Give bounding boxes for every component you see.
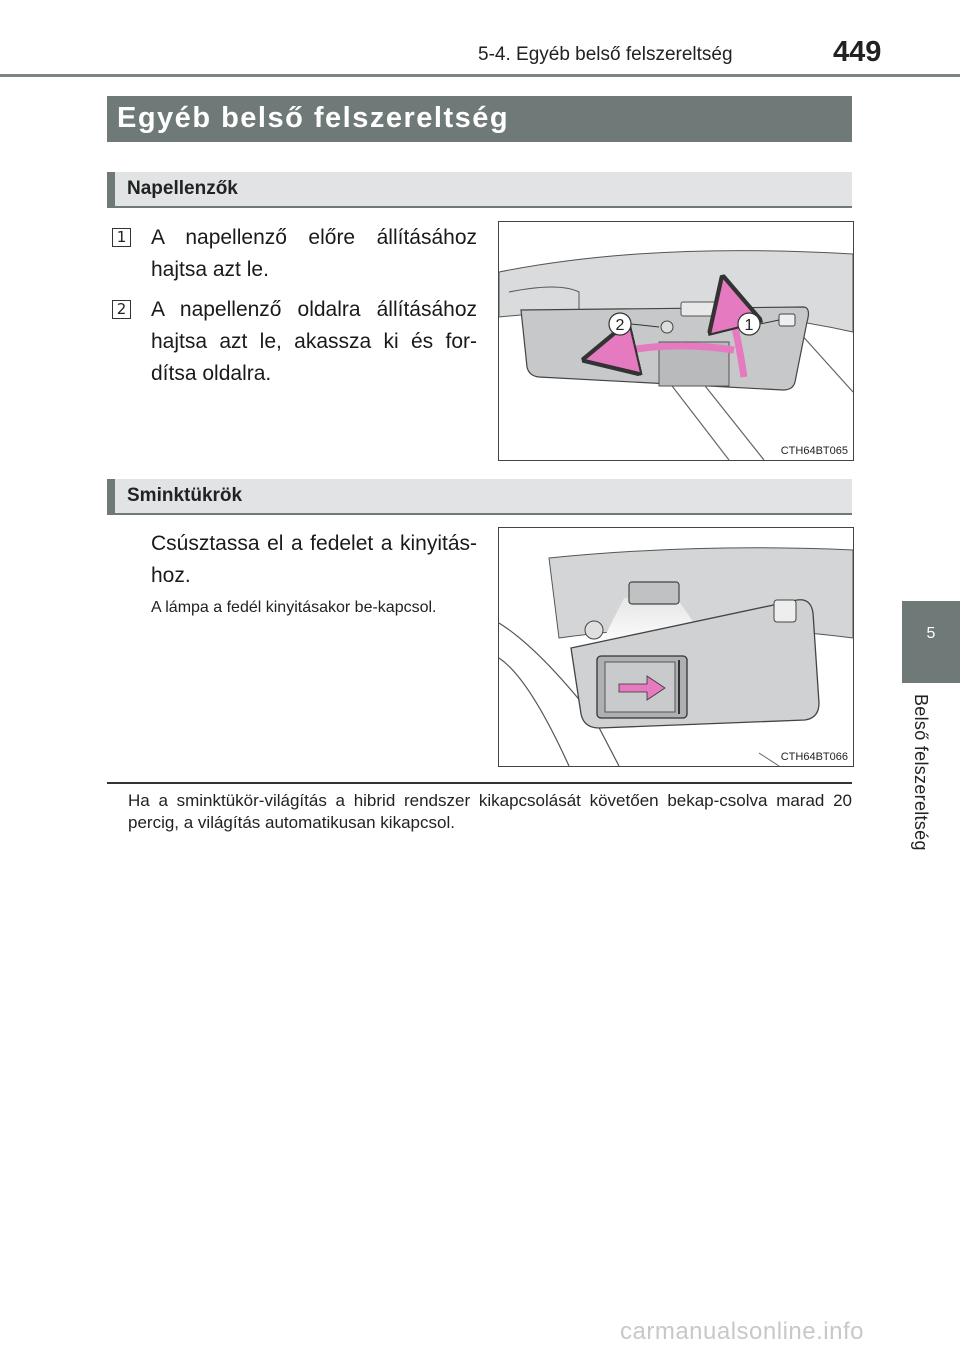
watermark: carmanualsonline.info <box>620 1318 864 1345</box>
chapter-label: Belső felszereltség <box>911 694 931 851</box>
step-number: 1 <box>112 228 131 247</box>
figure-code: CTH64BT065 <box>780 445 848 457</box>
figure-callout-2: 2 <box>615 317 625 334</box>
step-number: 2 <box>112 300 131 319</box>
sun-visors-heading-bar <box>107 172 852 208</box>
vanity-mirrors-heading-bar <box>107 479 852 515</box>
vanity-mirrors-heading: Sminktükrök <box>127 485 243 506</box>
vanity-mirror-illustration <box>499 528 853 766</box>
header-section-title: 5-4. Egyéb belső felszereltség <box>478 44 733 65</box>
step-text: A napellenző előre állításához hajtsa azt le. <box>151 226 477 281</box>
note-divider <box>107 782 852 784</box>
header-divider <box>0 74 960 77</box>
step-2 <box>112 294 477 390</box>
heading-accent <box>107 479 115 513</box>
vanity-mirror-instruction: Csúsztassa el a fedelet a kinyitás-hoz. <box>151 532 477 587</box>
sun-visor-figure <box>498 221 854 461</box>
vanity-mirror-subnote: A lámpa a fedél kinyitásakor be-kapcsol. <box>151 599 437 616</box>
page-title: Egyéb belső felszereltség <box>117 102 510 134</box>
figure-callout-1: 1 <box>744 317 754 334</box>
note-text: Ha a sminktükör-világítás a hibrid rendszer kikapcsolását követően bekap-csolva marad 20 percig, a világítás automatikusan kikapcsol. <box>128 791 852 832</box>
figure-code: CTH64BT066 <box>780 751 848 763</box>
chapter-number: 5 <box>926 625 936 642</box>
sun-visor-illustration <box>499 222 853 460</box>
chapter-tab <box>902 601 960 683</box>
page-title-bar <box>107 96 852 142</box>
page-number: 449 <box>833 36 882 68</box>
step-1 <box>112 222 477 286</box>
step-text: A napellenző oldalra állításához hajtsa azt le, akassza ki és for-dítsa oldalra. <box>151 298 477 385</box>
heading-accent <box>107 172 115 206</box>
vanity-mirror-figure <box>498 527 854 767</box>
sun-visors-heading: Napellenzők <box>127 178 238 199</box>
